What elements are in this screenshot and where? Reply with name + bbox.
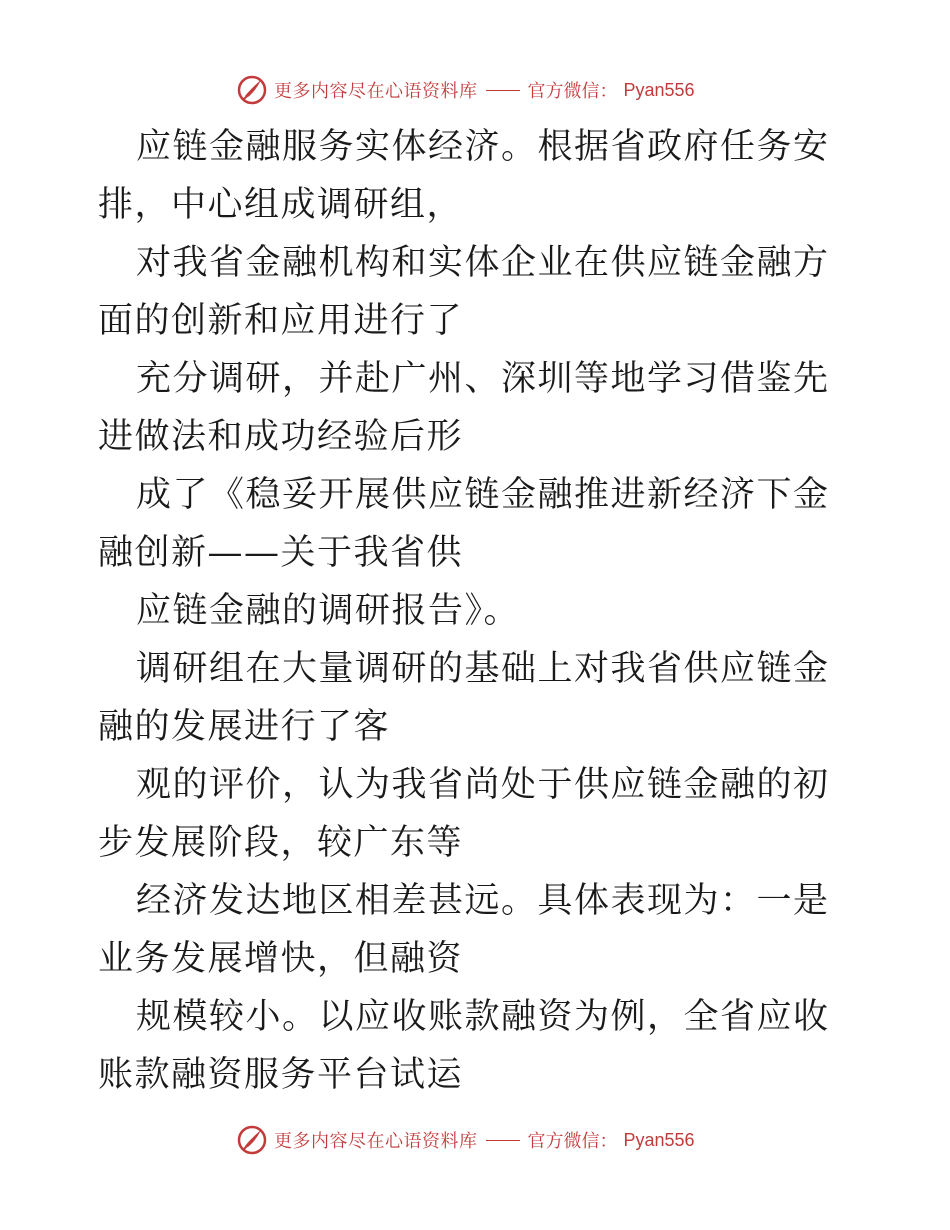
paragraph: 经济发达地区相差甚远。具体表现为：一是业务发展增快，但融资 [98, 881, 830, 979]
watermark-text: 更多内容尽在心语资料库 [274, 81, 478, 102]
watermark-separator [486, 1140, 520, 1141]
paragraph: 应链金融服务实体经济。根据省政府任务安排，中心组成调研组， [98, 127, 830, 225]
paragraph: 充分调研，并赴广州、深圳等地学习借鉴先进做法和成功经验后形 [98, 359, 830, 457]
paragraph: 观的评价，认为我省尚处于供应链金融的初步发展阶段，较广东等 [98, 765, 830, 863]
watermark-id: Pyan556 [623, 79, 695, 100]
paragraph: 成了《稳妥开展供应链金融推进新经济下金融创新——关于我省供 [98, 475, 830, 573]
red-quill-logo-icon [236, 74, 268, 106]
red-quill-logo-icon [236, 1124, 268, 1156]
footer-watermark [236, 1122, 836, 1158]
header-watermark [236, 72, 836, 108]
paragraph: 应链金融的调研报告》。 [136, 591, 521, 631]
document-body [98, 118, 858, 1104]
paragraph: 规模较小。以应收账款融资为例，全省应收账款融资服务平台试运 [98, 997, 830, 1095]
watermark-separator [486, 90, 520, 91]
paragraph: 调研组在大量调研的基础上对我省供应链金融的发展进行了客 [98, 649, 830, 747]
watermark-label: 官方微信： [527, 1131, 618, 1152]
watermark-id: Pyan556 [623, 1129, 695, 1150]
watermark-label: 官方微信： [527, 81, 618, 102]
watermark-text: 更多内容尽在心语资料库 [274, 1131, 478, 1152]
paragraph: 对我省金融机构和实体企业在供应链金融方面的创新和应用进行了 [98, 243, 830, 341]
